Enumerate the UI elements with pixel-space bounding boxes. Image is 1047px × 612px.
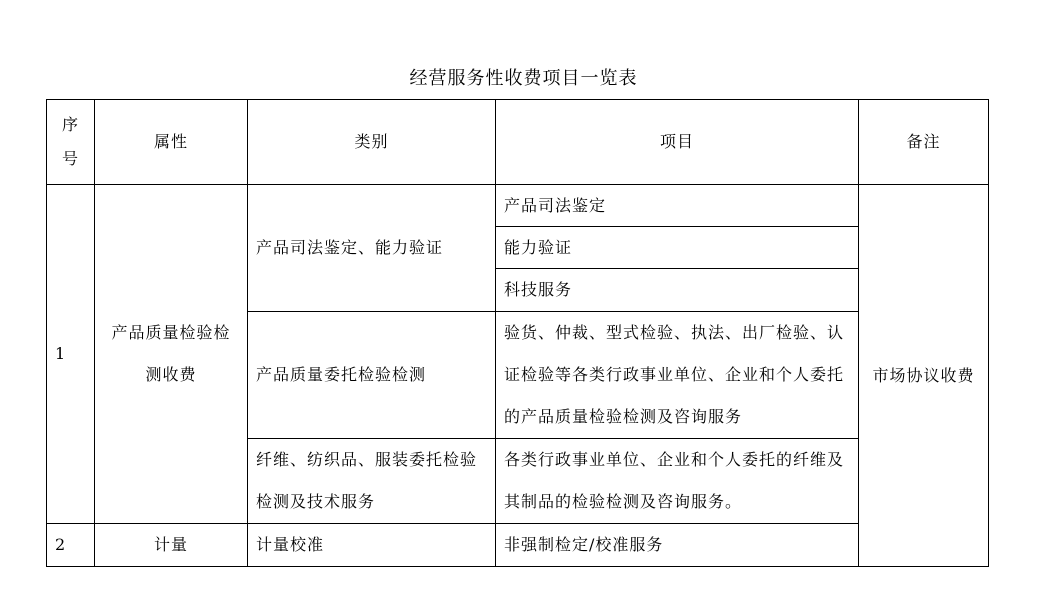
- row-item: 能力验证: [496, 227, 859, 269]
- row-item: 产品司法鉴定: [496, 185, 859, 227]
- header-index: 序号: [47, 100, 95, 185]
- row-category: 计量校准: [248, 524, 496, 567]
- row-attribute: 计量: [95, 524, 248, 567]
- row-category: 产品司法鉴定、能力验证: [248, 185, 496, 312]
- row-item: 验货、仲裁、型式检验、执法、出厂检验、认证检验等各类行政事业单位、企业和个人委托的产品质量检验检测及咨询服务: [496, 312, 859, 439]
- row-category: 产品质量委托检验检测: [248, 312, 496, 439]
- row-item: 科技服务: [496, 269, 859, 312]
- header-item: 项目: [496, 100, 859, 185]
- page-title: 经营服务性收费项目一览表: [409, 68, 638, 89]
- header-attribute: 属性: [95, 100, 248, 185]
- header-row: [47, 100, 989, 185]
- row-note: 市场协议收费: [859, 185, 989, 567]
- row-index: 2: [47, 524, 95, 567]
- row-category: 纤维、纺织品、服装委托检验检测及技术服务: [248, 439, 496, 524]
- fee-table: [46, 99, 989, 567]
- row-attribute: 产品质量检验检测收费: [95, 185, 248, 524]
- header-category: 类别: [248, 100, 496, 185]
- row-item: 各类行政事业单位、企业和个人委托的纤维及其制品的检验检测及咨询服务。: [496, 439, 859, 524]
- row-item: 非强制检定/校准服务: [496, 524, 859, 567]
- table-row: [47, 524, 989, 567]
- header-note: 备注: [859, 100, 989, 185]
- row-index: 1: [47, 185, 95, 524]
- table-row: [47, 185, 989, 227]
